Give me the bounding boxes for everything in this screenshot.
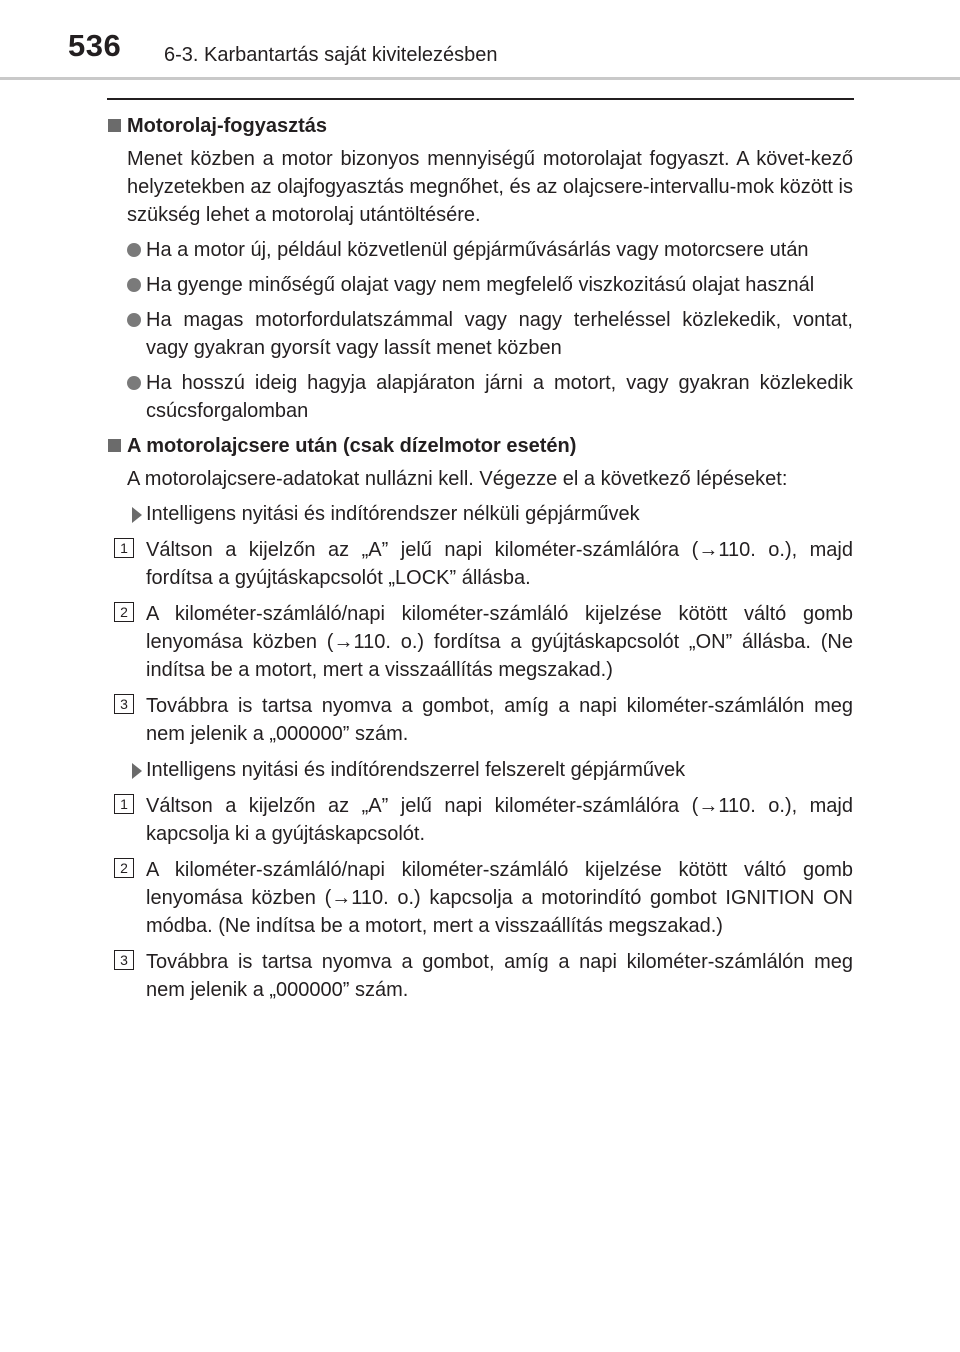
step-text: Továbbra is tartsa nyomva a gombot, amíg a napi kilométer-számlálón meg nem jelenik a „000000” szám. xyxy=(146,951,853,1001)
step-text: Váltson a kijelzőn az „A” jelű napi kilométer-számlálóra (→110. o.), majd kapcsolja ki a gyújtáskapcsolót. xyxy=(146,795,853,845)
header-divider xyxy=(0,77,960,80)
procedure-heading xyxy=(107,500,853,528)
circle-bullet-icon xyxy=(127,376,141,390)
list-item xyxy=(107,236,853,264)
section-heading-text: A motorolajcsere után (csak dízelmotor esetén) xyxy=(127,435,577,457)
list-item-text: Ha hosszú ideig hagyja alapjáraton járni a motort, vagy gyakran közlekedik csúcsforgalomban xyxy=(146,372,853,422)
step-number-box: 3 xyxy=(114,694,134,714)
procedure-heading xyxy=(107,756,853,784)
list-item xyxy=(107,306,853,362)
procedure-heading-text: Intelligens nyitási és indítórendszer nélküli gépjárművek xyxy=(146,503,640,525)
step-item xyxy=(107,692,853,748)
page-number: 536 xyxy=(68,28,122,63)
step-number-box: 1 xyxy=(114,538,134,558)
list-item xyxy=(107,271,853,299)
step-number-box: 1 xyxy=(114,794,134,814)
section-heading-text: Motorolaj-fogyasztás xyxy=(127,115,328,137)
step-item xyxy=(107,792,853,848)
square-bullet-icon xyxy=(108,439,121,452)
list-item-text: Ha magas motorfordulatszámmal vagy nagy terheléssel közlekedik, vontat, vagy gyakran gyorsít vagy lassít menet közben xyxy=(146,309,853,359)
page-content xyxy=(107,112,853,1012)
step-text: A kilométer-számláló/napi kilométer-számláló kijelzése kötött váltó gomb lenyomása közben (→110. o.) kapcsolja a motorindító gombot IGNITION ON módba. (Ne indítsa be a motort, mert a visszaállítás megszakad.) xyxy=(146,859,853,937)
step-number-box: 2 xyxy=(114,602,134,622)
procedure-heading-text: Intelligens nyitási és indítórendszerrel felszerelt gépjárművek xyxy=(146,759,686,781)
circle-bullet-icon xyxy=(127,313,141,327)
circle-bullet-icon xyxy=(127,243,141,257)
page-header xyxy=(0,0,960,78)
step-item xyxy=(107,536,853,592)
step-item xyxy=(107,948,853,1004)
step-number-box: 3 xyxy=(114,950,134,970)
list-item-text: Ha gyenge minőségű olajat vagy nem megfelelő viszkozitású olajat használ xyxy=(146,274,815,296)
step-text: Továbbra is tartsa nyomva a gombot, amíg a napi kilométer-számlálón meg nem jelenik a „000000” szám. xyxy=(146,695,853,745)
step-number-box: 2 xyxy=(114,858,134,878)
step-text: Váltson a kijelzőn az „A” jelű napi kilométer-számlálóra (→110. o.), majd fordítsa a gyújtáskapcsolót „LOCK” állásba. xyxy=(146,539,853,589)
triangle-arrow-icon xyxy=(132,507,142,523)
section-title: 6-3. Karbantartás saját kivitelezésben xyxy=(164,44,498,66)
step-item xyxy=(107,856,853,940)
step-text: A kilométer-számláló/napi kilométer-számláló kijelzése kötött váltó gomb lenyomása közben (→110. o.) fordítsa a gyújtáskapcsolót „ON” állásba. (Ne indítsa be a motort, mert a visszaállítás megszakad.) xyxy=(146,603,853,681)
list-item xyxy=(107,369,853,425)
circle-bullet-icon xyxy=(127,278,141,292)
section-heading xyxy=(107,112,853,140)
square-bullet-icon xyxy=(108,119,121,132)
triangle-arrow-icon xyxy=(132,763,142,779)
list-item-text: Ha a motor új, például közvetlenül gépjárművásárlás vagy motorcsere után xyxy=(146,239,809,261)
content-divider xyxy=(107,98,854,100)
section-intro: A motorolajcsere-adatokat nullázni kell. Végezze el a következő lépéseket: xyxy=(127,468,788,490)
section-intro: Menet közben a motor bizonyos mennyiségű motorolajat fogyaszt. A követ-kező helyzetekben az olajfogyasztás megnőhet, és az olajcsere-intervallu-mok között is szükség lehet a motorolaj utántöltésére. xyxy=(127,148,853,226)
section-heading xyxy=(107,432,853,460)
step-item xyxy=(107,600,853,684)
